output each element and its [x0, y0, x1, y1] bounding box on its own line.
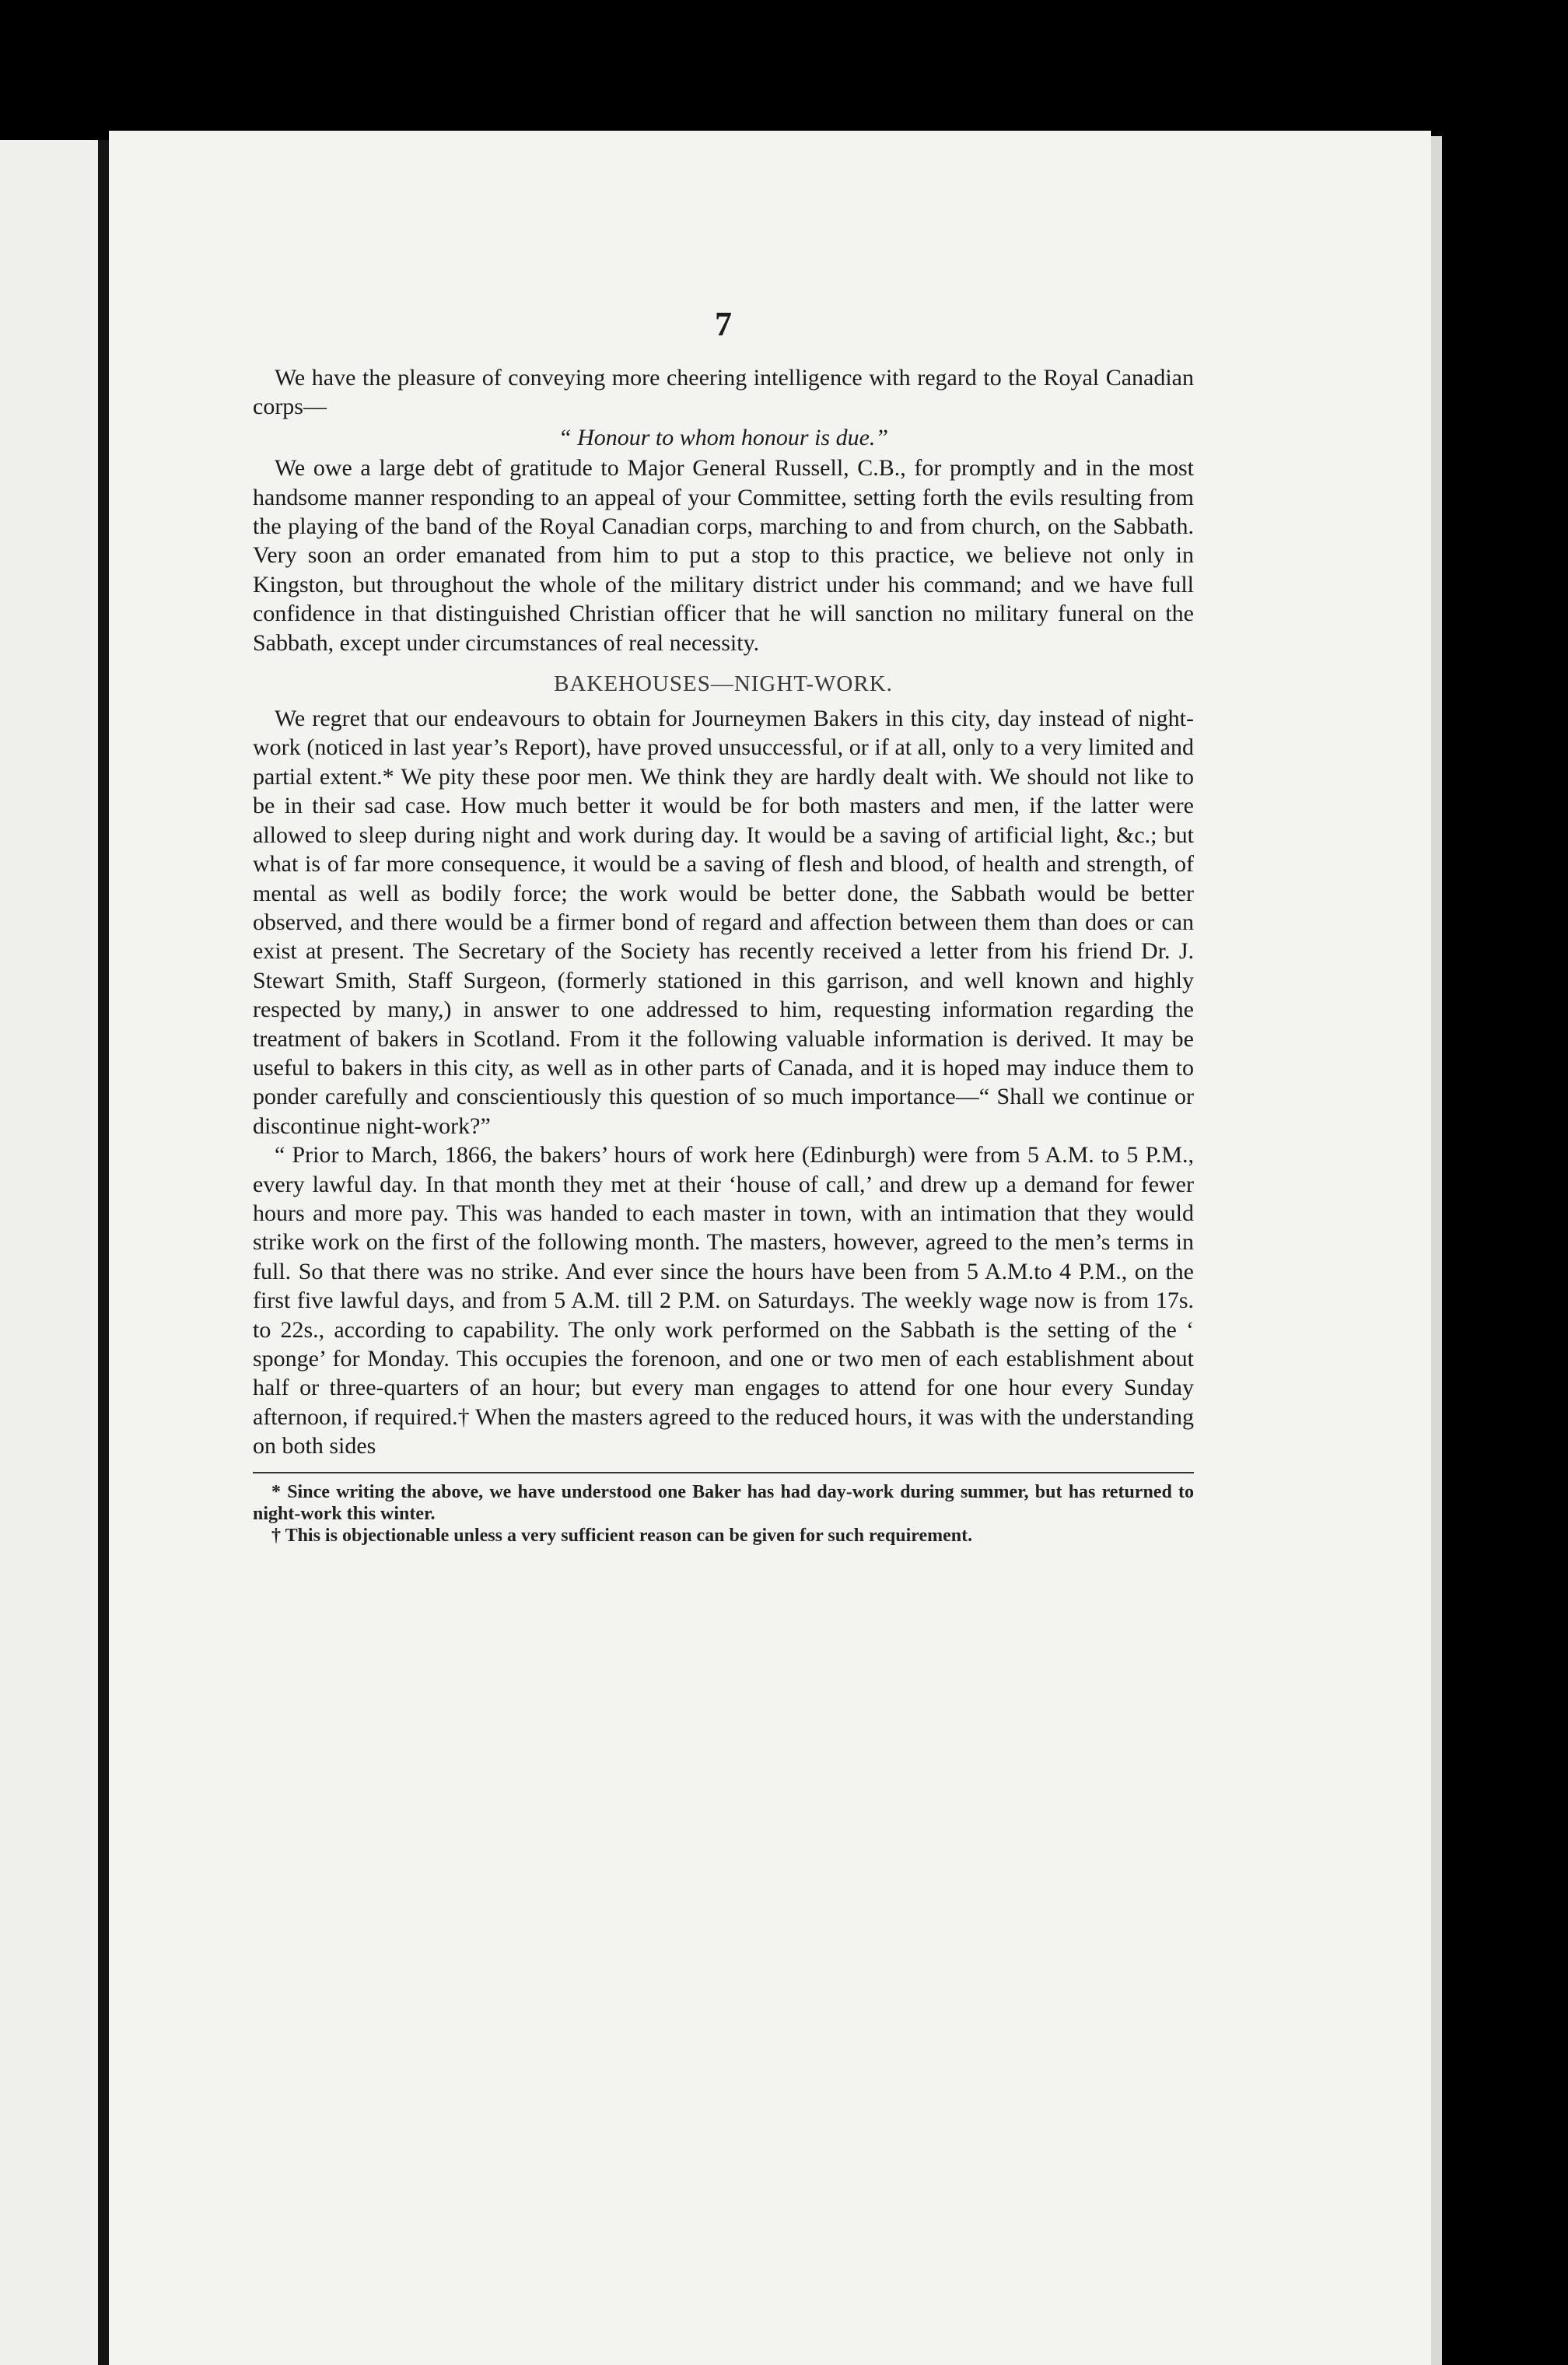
facing-page-edge — [0, 140, 98, 2365]
bakers-paragraph: We regret that our endeavours to obtain for Journeymen Bakers in this city, day instead of night-work (noticed in last year’s Report), have proved unsuccessful, or if at all, only to a very limited and partial extent.* We pity these poor men. We think they are hardly dealt with. We should not like to be in their sad case. How much better it would be for both masters and men, if the latter were allowed to sleep during night and work during day. It would be a saving of artificial light, &c.; but what is of far more consequence, it would be a saving of flesh and blood, of health and strength, of mental as well as bodily force; the work would be better done, the Sabbath would be better observed, and there would be a firmer bond of regard and affection between them than does or can exist at present. The Secretary of the Society has recently received a letter from his friend Dr. J. Stewart Smith, Staff Surgeon, (formerly stationed in this garrison, and well known and highly respected by many,) in answer to one addressed to him, requesting information regarding the treatment of bakers in Scotland. From it the following valuable information is derived. It may be useful to bakers in this city, as well as in other parts of Canada, and it is hoped may induce them to ponder carefully and conscientiously this question of so much importance—“ Shall we continue or discontinue night-work?” — [253, 706, 1194, 1139]
footnote-asterisk: * Since writing the above, we have understood one Baker has had day-work during summer, but has returned to night-work this winter. — [253, 1481, 1194, 1524]
footnote-divider — [253, 1472, 1194, 1473]
footnote-dagger: † This is objectionable unless a very sufficient reason can be given for such requirement. — [271, 1525, 973, 1546]
page-content — [253, 307, 1194, 1547]
book-binding-gutter — [98, 140, 109, 2365]
motto-quote: “ Honour to whom honour is due.” — [558, 424, 889, 450]
russell-paragraph: We owe a large debt of gratitude to Major General Russell, C.B., for promptly and in the most handsome manner responding to an appeal of your Committee, setting forth the evils resulting from the playing of the band of the Royal Canadian corps, marching to and from church, on the Sabbath. Very soon an order emanated from him to put a stop to this practice, we believe not only in Kingston, but throughout the whole of the military district under his command; and we have full confidence in that distinguished Christian officer that he will sanction no military funeral on the Sabbath, except under circumstances of real necessity. — [253, 455, 1194, 656]
section-heading: BAKEHOUSES—NIGHT-WORK. — [554, 671, 893, 697]
edinburgh-quote-paragraph: “ Prior to March, 1866, the bakers’ hours of work here (Edinburgh) were from 5 A.M. to 5 P.M., every lawful day. In that month they met at their ‘house of call,’ and drew up a demand for fewer hours and more pay. This was handed to each master in town, with an intimation that they would strike work on the first of the following month. The masters, however, agreed to the men’s terms in full. So that there was no strike. And ever since the hours have been from 5 A.M.to 4 P.M., on the first five lawful days, and from 5 A.M. till 2 P.M. on Saturdays. The weekly wage now is from 17s. to 22s., according to capability. The only work performed on the Sabbath is the setting of the ‘ sponge’ for Monday. This occupies the forenoon, and one or two men of each establishment about half or three-quarters of an hour; but every man engages to attend for one hour every Sunday afternoon, if required.† When the masters agreed to the reduced hours, it was with the understanding on both sides — [253, 1142, 1194, 1459]
intro-paragraph: We have the pleasure of conveying more cheering intelligence with regard to the Royal Canadian corps— — [253, 365, 1194, 420]
page-number: 7 — [715, 305, 732, 343]
page-edge-shadow — [1431, 136, 1442, 2365]
